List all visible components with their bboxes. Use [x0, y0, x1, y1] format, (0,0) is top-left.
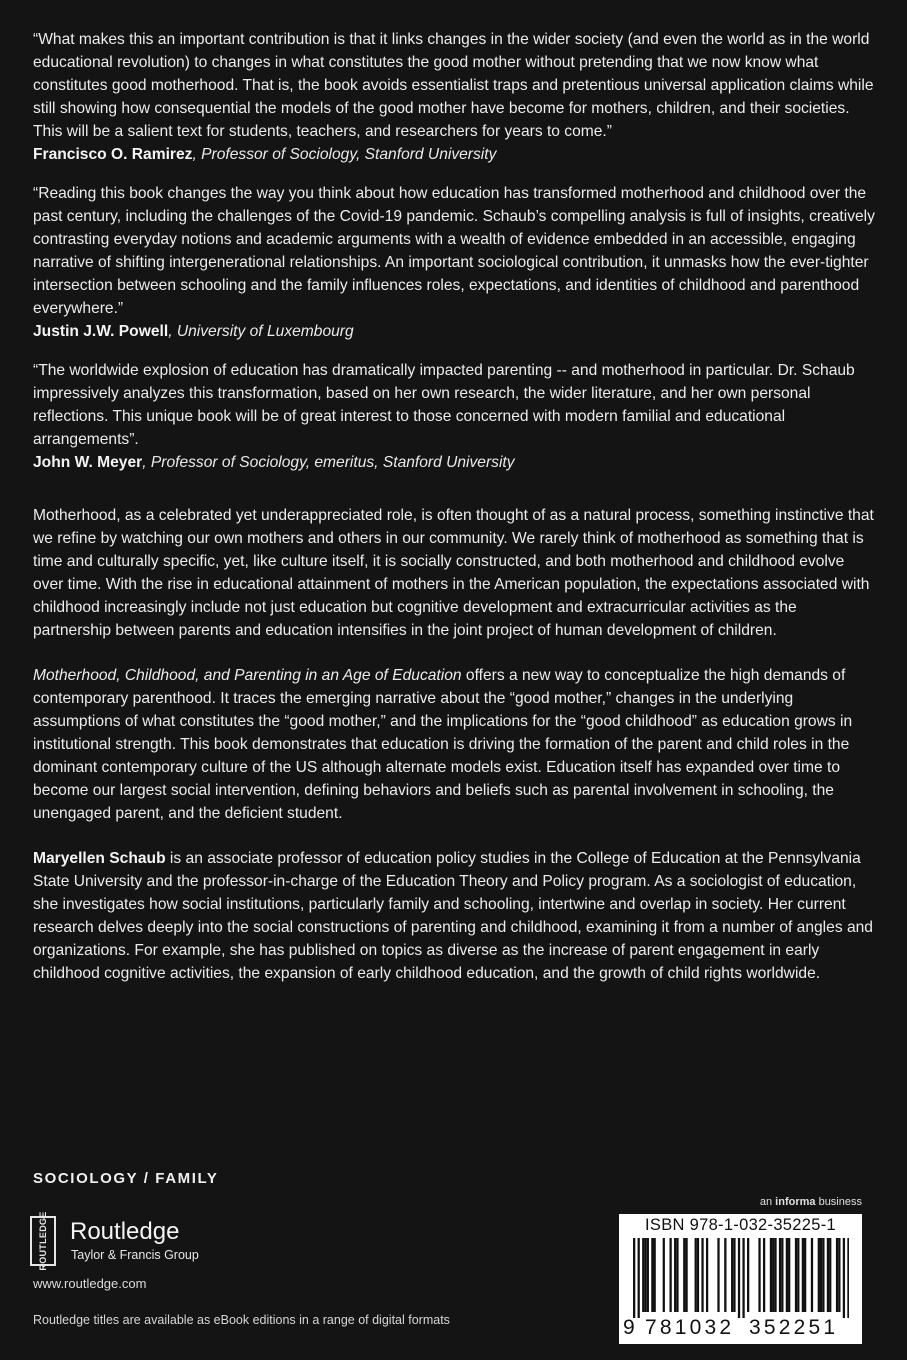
- barcode-bar: [786, 1238, 788, 1312]
- barcode-bar: [847, 1238, 849, 1318]
- barcode-bar: [829, 1238, 831, 1312]
- barcode-bar: [638, 1238, 640, 1318]
- barcode-bar: [724, 1238, 726, 1312]
- barcode-bar: [747, 1238, 749, 1312]
- quote-affiliation: , Professor of Sociology, Stanford University: [192, 146, 497, 163]
- quote-author: Justin J.W. Powell: [33, 323, 169, 340]
- barcode-bar: [838, 1238, 840, 1312]
- barcode-bar: [633, 1238, 635, 1318]
- barcode-bar: [843, 1238, 845, 1318]
- barcode-bar: [685, 1238, 687, 1312]
- barcode-bar: [642, 1238, 644, 1312]
- quote-attribution: [33, 143, 875, 166]
- back-cover-text: [33, 28, 875, 985]
- barcode-bar: [706, 1238, 708, 1312]
- barcode-bar: [772, 1238, 774, 1312]
- barcode-bar: [644, 1238, 646, 1312]
- barcode-bar: [763, 1238, 765, 1312]
- publisher-group: Taylor & Francis Group: [71, 1248, 199, 1262]
- barcode-bar: [697, 1238, 699, 1312]
- quote-text: “The worldwide explosion of education has dramatically impacted parenting -- and motherhood in particular. Dr. Schaub impressively analyzes this transformation, based on her own research, the wider literature, and her own personal reflections. This unique book will be of great interest to those concerned with modern familial and educational arrangements”.: [33, 362, 855, 448]
- barcode-bar: [795, 1238, 797, 1312]
- barcode-digit-first: 9: [623, 1316, 635, 1339]
- quote-text: “What makes this an important contribution is that it links changes in the wider society (and even the world as in the world educational revolution) to changes in what constitutes the good mother without pretending that we now know what constitutes good motherhood. That is, the book avoids essentialist traps and pretentious universal application claims while still showing how consequential the models of the good mother have become for mothers, children, and their societies. This will be a salient text for students, teachers, and researchers for years to come.”: [33, 31, 874, 140]
- barcode-bar: [683, 1238, 685, 1312]
- barcode-bar: [733, 1238, 735, 1312]
- isbn-barcode: [619, 1214, 862, 1344]
- barcode-bar: [701, 1238, 703, 1312]
- barcode-bar: [674, 1238, 676, 1312]
- barcode-bar: [779, 1238, 781, 1312]
- quote-affiliation: , University of Luxembourg: [168, 323, 354, 340]
- barcode-bar: [654, 1238, 656, 1312]
- barcode-bar: [651, 1238, 653, 1312]
- ebook-note: Routledge titles are available as eBook editions in a range of digital formats: [33, 1313, 450, 1327]
- barcode-bar: [742, 1238, 744, 1318]
- barcode-bar: [647, 1238, 649, 1312]
- routledge-logo-icon: ROUTLEDGE: [30, 1216, 56, 1266]
- publisher-website: www.routledge.com: [33, 1276, 147, 1291]
- barcode-bar: [781, 1238, 783, 1312]
- quote-author: Francisco O. Ramirez: [33, 146, 193, 163]
- endorsement-quote-2: [33, 182, 875, 343]
- barcode-bar: [717, 1238, 719, 1312]
- barcode-bar: [774, 1238, 776, 1312]
- description-paragraph-1: Motherhood, as a celebrated yet underappreciated role, is often thought of as a natural process, something instinctive that we refine by watching our own mothers and others in our community. We rarely think of motherhood as something that is time and culturally specific, yet, like culture itself, it is socially constructed, and both motherhood and childhood evolve over time. With the rise in educational attainment of mothers in the American population, the expectations associated with childhood increasingly include not just education but cognitive development and extracurricular activities as the partnership between parents and education intensifies in the joint project of human development of children.: [33, 507, 874, 639]
- author-bio-text: is an associate professor of education policy studies in the College of Education at the Pennsylvania State University and the professor-in-charge of the Education Theory and Policy program. As a sociologist of education, she investigates how social institutions, particularly family and schooling, intertwine and overlap in society. Her current research delves deeply into the social constructions of parenting and childhood, examining it from a number of angles and organizations. For example, she has published on topics as diverse as the increase of parent engagement in early childhood cognitive activities, the expansion of early childhood education, and the growth of child rights worldwide.: [33, 850, 873, 982]
- routledge-logo: [30, 1211, 270, 1271]
- barcode-bar: [818, 1238, 820, 1312]
- barcode-bar: [827, 1238, 829, 1312]
- description-paragraph-2: [33, 664, 875, 825]
- barcode-digits-right: 352251: [749, 1316, 839, 1339]
- barcode-bar: [770, 1238, 772, 1312]
- author-bio: [33, 847, 875, 985]
- barcode-bars: [633, 1238, 849, 1318]
- barcode-bar: [802, 1238, 804, 1312]
- isbn-label: ISBN 978-1-032-35225-1: [645, 1216, 836, 1234]
- endorsement-quote-1: [33, 28, 875, 166]
- informa-business-tag: an informa business: [759, 1196, 862, 1208]
- publisher-name: Routledge: [70, 1218, 180, 1245]
- quote-attribution: [33, 320, 875, 343]
- barcode-bar: [669, 1238, 671, 1312]
- book-title: Motherhood, Childhood, and Parenting in an Age of Education: [33, 667, 462, 684]
- barcode-bar: [695, 1238, 697, 1312]
- barcode-bar: [676, 1238, 678, 1312]
- description-paragraph-2-text: offers a new way to conceptualize the high demands of contemporary parenthood. It traces the emerging narrative about the “good mother,” changes in the underlying assumptions of what constitutes the “good mother,” and the implications for the “good childhood” as education grows in institutional strength. This book demonstrates that education is driving the formation of the parent and child roles in the dominant contemporary culture of the US although alternate models exist. Education itself has expanded over time to become our largest social intervention, defining behaviors and beliefs such as parental involvement in schooling, the unengaged parent, and the deficient student.: [33, 667, 853, 822]
- barcode-bar: [836, 1238, 838, 1312]
- barcode-digits-left: 781032: [645, 1316, 735, 1339]
- barcode-bar: [804, 1238, 806, 1312]
- barcode-bar: [811, 1238, 813, 1312]
- barcode-bar: [822, 1238, 824, 1312]
- quote-text: “Reading this book changes the way you think about how education has transformed motherhood and childhood over the past century, including the challenges of the Covid-19 pandemic. Schaub’s compelling analysis is full of insights, creatively contrasting everyday notions and academic arguments with a wealth of evidence embedded in an accessible, engaging narrative of shifting intergenerational relationships. An important sociological contribution, it unmasks how the ever-tighter intersection between schooling and the family influences roles, expectations, and identities of childhood and parenthood everywhere.”: [33, 185, 875, 317]
- barcode-bar: [663, 1238, 665, 1312]
- endorsement-quote-3: [33, 359, 875, 474]
- barcode-bar: [738, 1238, 740, 1318]
- quote-affiliation: , Professor of Sociology, emeritus, Stanford University: [142, 454, 515, 471]
- subject-category: SOCIOLOGY / FAMILY: [33, 1170, 219, 1187]
- barcode-bar: [797, 1238, 799, 1312]
- quote-attribution: [33, 451, 875, 474]
- quote-author: John W. Meyer: [33, 454, 143, 471]
- author-name: Maryellen Schaub: [33, 850, 166, 867]
- barcode-bar: [788, 1238, 790, 1312]
- barcode-bar: [758, 1238, 760, 1312]
- barcode-bar: [731, 1238, 733, 1312]
- barcode-bar: [820, 1238, 822, 1312]
